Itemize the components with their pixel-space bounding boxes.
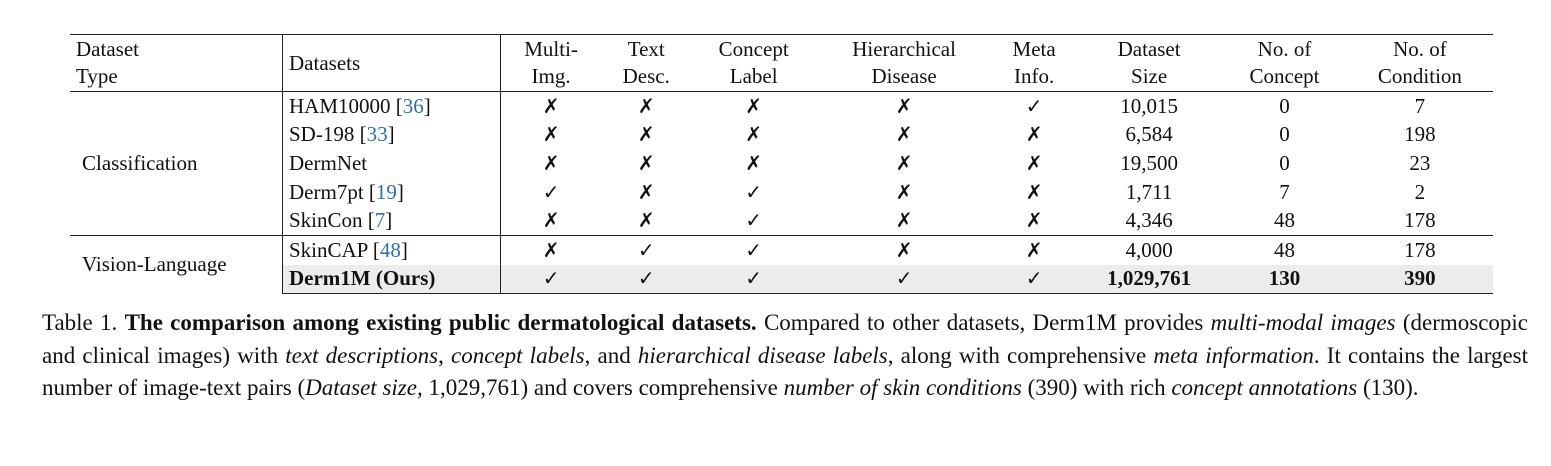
table-row — [70, 206, 1493, 235]
header-line: Multi- — [524, 37, 578, 61]
cross-icon: ✗ — [542, 208, 560, 233]
caption-emphasis: number of skin conditions — [783, 375, 1022, 400]
cross-icon: ✗ — [745, 150, 763, 175]
table-group-classification — [70, 92, 1493, 236]
header-multi-img — [501, 35, 602, 92]
header-no-of-condition — [1347, 35, 1493, 92]
cross-icon: ✗ — [895, 179, 913, 204]
dataset-type-cell: Vision-Language — [70, 235, 283, 293]
caption-text: (dermoscopic and clinical images) with — [42, 310, 1529, 368]
caption-title: The comparison among existing public dermatological datasets. — [124, 310, 757, 335]
dataset-name: DermNet — [289, 150, 368, 175]
cross-icon: ✗ — [992, 235, 1076, 264]
header-line: Disease — [871, 64, 937, 88]
dataset-name: Derm7pt — [289, 179, 364, 204]
header-line: Label — [729, 64, 778, 88]
header-line: Dataset — [1117, 37, 1181, 61]
size-cell: 1,711 — [1125, 179, 1173, 204]
table-row — [70, 265, 1493, 294]
conditions-cell: 2 — [1414, 179, 1426, 204]
dataset-type-cell: Classification — [70, 92, 283, 236]
caption-emphasis: meta information — [1153, 342, 1314, 368]
conditions-cell: 178 — [1404, 208, 1436, 233]
cross-icon: ✗ — [637, 93, 655, 118]
header-meta-info — [992, 35, 1076, 92]
cross-icon: ✗ — [542, 122, 560, 147]
caption-text: , along with comprehensive — [887, 342, 1147, 368]
caption-emphasis: multi-modal images — [1210, 310, 1396, 335]
header-line: Datasets — [289, 50, 361, 75]
citation-link[interactable]: 36 — [402, 93, 424, 118]
conditions-cell: 198 — [1404, 122, 1436, 147]
dataset-name: SkinCon — [289, 208, 363, 233]
concepts-cell: 0 — [1279, 122, 1290, 147]
header-line: No. of — [1257, 37, 1312, 61]
table-group-vision-language — [70, 235, 1493, 293]
check-icon: ✓ — [816, 265, 992, 294]
conditions-cell: 7 — [1414, 93, 1426, 118]
citation-link[interactable]: 7 — [374, 208, 386, 233]
caption-text: Compared to other datasets, Derm1M provides — [763, 310, 1204, 335]
table-row — [70, 149, 1493, 178]
citation-link[interactable]: 48 — [379, 237, 401, 262]
caption-label: Table 1. — [42, 310, 118, 335]
cross-icon: ✗ — [1025, 208, 1043, 233]
header-line: Desc. — [622, 64, 670, 88]
concepts-cell: 48 — [1222, 235, 1347, 264]
concepts-cell: 7 — [1279, 179, 1290, 204]
header-line: Img. — [531, 64, 571, 88]
cross-icon: ✗ — [895, 208, 913, 233]
header-line: No. of — [1393, 37, 1447, 61]
check-icon: ✓ — [992, 265, 1076, 294]
caption-text: , — [438, 342, 444, 368]
conditions-cell: 390 — [1347, 265, 1493, 294]
dataset-name: HAM10000 — [289, 93, 391, 118]
dataset-name: Derm1M (Ours) — [289, 266, 436, 291]
header-line: Condition — [1377, 64, 1462, 88]
header-concept-label — [691, 35, 816, 92]
check-icon: ✓ — [745, 179, 763, 204]
header-line: Type — [76, 64, 118, 88]
caption-emphasis: concept labels — [451, 342, 585, 368]
cross-icon: ✗ — [745, 93, 763, 118]
caption-text: , and — [584, 342, 631, 368]
check-icon: ✓ — [601, 265, 691, 294]
size-cell: 19,500 — [1120, 150, 1178, 175]
header-line: Info. — [1013, 64, 1055, 88]
dataset-name-cell: SkinCon [7] — [283, 206, 501, 235]
size-cell: 1,029,761 — [1076, 265, 1222, 294]
header-line: Concept — [1249, 64, 1320, 88]
conditions-cell: 178 — [1347, 235, 1493, 264]
header-line: Text — [627, 37, 665, 61]
dataset-name-cell: Derm7pt [19] — [283, 178, 501, 207]
table-row — [70, 235, 1493, 264]
cross-icon: ✗ — [895, 150, 913, 175]
cross-icon: ✗ — [1025, 179, 1043, 204]
header-line: Size — [1131, 64, 1168, 88]
cross-icon: ✗ — [816, 235, 992, 264]
check-icon: ✓ — [691, 265, 816, 294]
header-line: Hierarchical — [852, 37, 956, 61]
table-row — [70, 92, 1493, 121]
header-dataset-size — [1076, 35, 1222, 92]
table-row — [70, 121, 1493, 150]
dataset-name-cell: HAM10000 [36] — [283, 92, 501, 121]
conditions-cell: 23 — [1409, 150, 1431, 175]
header-dataset-type — [70, 35, 283, 92]
caption-emphasis: concept annotations — [1171, 375, 1358, 400]
cross-icon: ✗ — [895, 93, 913, 118]
caption-text: (130). — [1362, 375, 1419, 400]
citation-link[interactable]: 19 — [375, 179, 397, 204]
check-icon: ✓ — [542, 179, 560, 204]
table-caption — [42, 307, 1528, 405]
cross-icon: ✗ — [542, 150, 560, 175]
header-hierarchical-disease — [816, 35, 992, 92]
cross-icon: ✗ — [542, 93, 560, 118]
dataset-name-cell — [283, 265, 501, 294]
caption-text: . It contains the largest number of image-text pairs ( — [42, 342, 1528, 400]
cross-icon: ✗ — [637, 122, 655, 147]
caption-emphasis: Dataset size, — [305, 375, 423, 400]
size-cell: 4,000 — [1076, 235, 1222, 264]
cross-icon: ✗ — [895, 122, 913, 147]
cross-icon: ✗ — [637, 208, 655, 233]
size-cell: 4,346 — [1125, 208, 1173, 233]
dataset-name: SD-198 — [289, 122, 355, 147]
check-icon: ✓ — [1025, 93, 1043, 118]
cross-icon: ✗ — [637, 150, 655, 175]
table-header-row — [70, 35, 1493, 92]
dataset-name-cell — [283, 149, 501, 178]
cross-icon: ✗ — [637, 179, 655, 204]
cross-icon: ✗ — [745, 122, 763, 147]
cross-icon: ✗ — [1025, 122, 1043, 147]
caption-text: (390) with rich — [1027, 375, 1166, 400]
caption-text: 1,029,761) and covers comprehensive — [428, 375, 778, 400]
comparison-table — [70, 34, 1493, 294]
check-icon: ✓ — [601, 235, 691, 264]
citation-link[interactable]: 33 — [366, 122, 388, 147]
caption-emphasis: hierarchical disease labels — [637, 342, 888, 368]
cross-icon: ✗ — [1025, 150, 1043, 175]
header-datasets — [283, 35, 501, 92]
check-icon: ✓ — [501, 265, 602, 294]
header-text-desc — [601, 35, 691, 92]
check-icon: ✓ — [745, 208, 763, 233]
header-line: Meta — [1012, 37, 1056, 61]
dataset-name-cell: SkinCAP [48] — [283, 235, 501, 264]
header-line: Dataset — [76, 37, 139, 61]
header-line: Concept — [718, 37, 789, 61]
caption-emphasis: text descriptions — [285, 342, 439, 368]
size-cell: 10,015 — [1120, 93, 1178, 118]
concepts-cell: 0 — [1279, 93, 1290, 118]
header-no-of-concept — [1222, 35, 1347, 92]
table-row — [70, 178, 1493, 207]
dataset-name-cell: SD-198 [33] — [283, 121, 501, 150]
concepts-cell: 0 — [1279, 150, 1290, 175]
size-cell: 6,584 — [1125, 122, 1173, 147]
concepts-cell: 130 — [1222, 265, 1347, 294]
cross-icon: ✗ — [501, 235, 602, 264]
dataset-name: SkinCAP — [289, 237, 368, 262]
concepts-cell: 48 — [1273, 208, 1295, 233]
check-icon: ✓ — [691, 235, 816, 264]
